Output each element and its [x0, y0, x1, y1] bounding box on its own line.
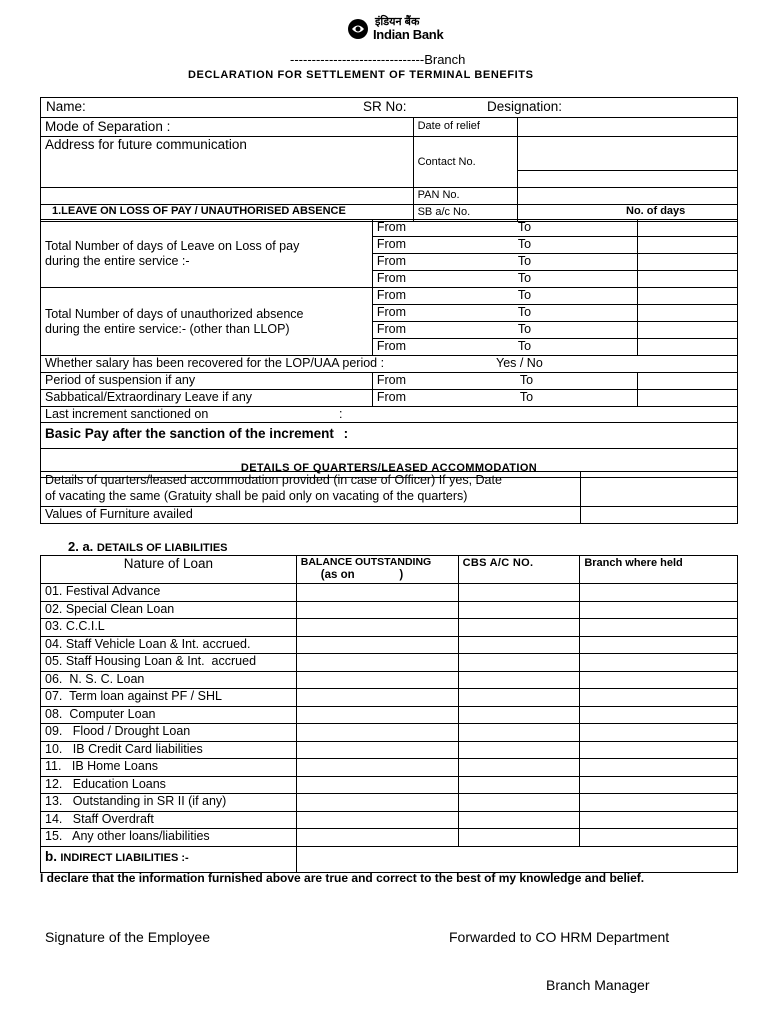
- llop-label: [41, 220, 373, 288]
- col-cbs-ac-no: CBS A/C NO.: [458, 556, 580, 584]
- loan-name: 13. Outstanding in SR II (if any): [41, 794, 297, 812]
- uaa-period-1[interactable]: [372, 288, 637, 305]
- sabbatical-label: Sabbatical/Extraordinary Leave if any: [41, 390, 373, 407]
- loan-branch-field[interactable]: [580, 706, 738, 724]
- loan-cbs-field[interactable]: [458, 794, 580, 812]
- suspension-days[interactable]: [638, 373, 738, 390]
- loan-row: [41, 776, 738, 794]
- loan-cbs-field[interactable]: [458, 584, 580, 602]
- to-label: To: [517, 305, 532, 319]
- loan-balance-field[interactable]: [296, 689, 458, 707]
- loan-branch-field[interactable]: [580, 811, 738, 829]
- loan-cbs-field[interactable]: [458, 724, 580, 742]
- loan-balance-field[interactable]: [296, 776, 458, 794]
- salary-recovered-row: [41, 356, 738, 373]
- loan-name: 04. Staff Vehicle Loan & Int. accrued.: [41, 636, 297, 654]
- loan-name: 03. C.C.I.L: [41, 619, 297, 637]
- from-label: From: [376, 237, 406, 251]
- loan-row: [41, 741, 738, 759]
- from-label: From: [376, 339, 406, 353]
- loan-balance-field[interactable]: [296, 636, 458, 654]
- loan-name: 05. Staff Housing Loan & Int. accrued: [41, 654, 297, 672]
- quarters-details-field[interactable]: [580, 472, 737, 507]
- loan-name: 12. Education Loans: [41, 776, 297, 794]
- col-balance-line2: (as on ): [320, 569, 404, 581]
- salary-recovered-label: Whether salary has been recovered for the LOP/UAA period :: [45, 356, 385, 370]
- from-label: From: [376, 390, 406, 404]
- loan-branch-field[interactable]: [580, 759, 738, 777]
- loan-balance-field[interactable]: [296, 654, 458, 672]
- contact-no-field[interactable]: [517, 137, 738, 171]
- from-label: From: [376, 271, 406, 285]
- loan-cbs-field[interactable]: [458, 706, 580, 724]
- llop-days-1[interactable]: [638, 220, 738, 237]
- furniture-field[interactable]: [580, 507, 737, 524]
- quarters-details-line1: Details of quarters/leased accommodation provided (in case of Officer) If yes, Date: [45, 473, 502, 487]
- pan-no-label: PAN No.: [413, 188, 517, 205]
- loan-name: 01. Festival Advance: [41, 584, 297, 602]
- loan-balance-field[interactable]: [296, 741, 458, 759]
- loan-name: 08. Computer Loan: [41, 706, 297, 724]
- llop-period-2[interactable]: [372, 237, 637, 254]
- loan-balance-field[interactable]: [296, 601, 458, 619]
- suspension-label: Period of suspension if any: [41, 373, 373, 390]
- loan-row: [41, 601, 738, 619]
- loan-branch-field[interactable]: [580, 636, 738, 654]
- loan-name: 06. N. S. C. Loan: [41, 671, 297, 689]
- loan-balance-field[interactable]: [296, 811, 458, 829]
- pan-no-field[interactable]: [517, 188, 738, 205]
- uaa-label: [41, 288, 373, 356]
- loan-branch-field[interactable]: [580, 601, 738, 619]
- loan-balance-field[interactable]: [296, 794, 458, 812]
- loan-branch-field[interactable]: [580, 829, 738, 847]
- loan-branch-field[interactable]: [580, 724, 738, 742]
- llop-label-line2: during the entire service :-: [45, 253, 190, 268]
- loan-balance-field[interactable]: [296, 671, 458, 689]
- loan-row: [41, 654, 738, 672]
- loan-branch-field[interactable]: [580, 794, 738, 812]
- address-line-2[interactable]: [41, 188, 414, 205]
- uaa-days-1[interactable]: [638, 288, 738, 305]
- loan-cbs-field[interactable]: [458, 759, 580, 777]
- col-branch-where-held: Branch where held: [580, 556, 738, 584]
- section2-num: 2. a.: [68, 539, 94, 554]
- loan-row: [41, 671, 738, 689]
- loan-branch-field[interactable]: [580, 619, 738, 637]
- to-label: To: [517, 271, 532, 285]
- loan-row: [41, 794, 738, 812]
- loan-branch-field[interactable]: [580, 689, 738, 707]
- from-label: From: [376, 322, 406, 336]
- quarters-details-line2: of vacating the same (Gratuity shall be paid only on vacating of the quarters): [45, 489, 468, 503]
- llop-days-4[interactable]: [638, 271, 738, 288]
- loan-branch-field[interactable]: [580, 671, 738, 689]
- loan-row: [41, 706, 738, 724]
- date-of-relief-field[interactable]: [517, 118, 738, 137]
- col-balance-line1: BALANCE OUTSTANDING: [300, 556, 432, 568]
- uaa-period-4[interactable]: [372, 339, 637, 356]
- loan-row: [41, 619, 738, 637]
- address-label: Address for future communication: [41, 137, 414, 188]
- uaa-days-3[interactable]: [638, 322, 738, 339]
- branch-manager-label: Branch Manager: [546, 977, 650, 993]
- employee-signature-label: Signature of the Employee: [45, 929, 210, 945]
- sr-no-label: SR No:: [363, 99, 407, 114]
- quarters-heading: DETAILS OF QUARTERS/LEASED ACCOMMODATION: [41, 449, 738, 478]
- indirect-liabilities-label: [41, 846, 297, 872]
- designation-label: Designation:: [487, 99, 563, 114]
- uaa-label-line1: Total Number of days of unauthorized absence: [45, 306, 304, 321]
- loan-name: 02. Special Clean Loan: [41, 601, 297, 619]
- section2-title: DETAILS OF LIABILITIES: [96, 542, 228, 554]
- no-of-days-header: No. of days: [626, 205, 686, 217]
- furniture-label: Values of Furniture availed: [41, 507, 581, 524]
- loan-cbs-field[interactable]: [458, 654, 580, 672]
- basic-pay-label: Basic Pay after the sanction of the increment: [45, 426, 334, 441]
- section2-heading: [68, 539, 228, 554]
- loan-row: [41, 636, 738, 654]
- loan-name: 09. Flood / Drought Loan: [41, 724, 297, 742]
- to-label: To: [517, 220, 532, 234]
- name-row: [41, 98, 738, 118]
- col-balance-outstanding: [296, 556, 458, 584]
- loan-rows: [41, 584, 738, 847]
- loan-cbs-field[interactable]: [458, 671, 580, 689]
- from-label: From: [376, 373, 406, 387]
- uaa-period-3[interactable]: [372, 322, 637, 339]
- loan-row: [41, 584, 738, 602]
- date-of-relief-label: Date of relief: [413, 118, 517, 137]
- loan-cbs-field[interactable]: [458, 829, 580, 847]
- loan-name: 07. Term loan against PF / SHL: [41, 689, 297, 707]
- loan-balance-field[interactable]: [296, 619, 458, 637]
- loan-name: 11. IB Home Loans: [41, 759, 297, 777]
- declaration-text: I declare that the information furnished above are true and correct to the best of my knowledge and belief.: [40, 871, 645, 885]
- loan-name: 15. Any other loans/liabilities: [41, 829, 297, 847]
- from-label: From: [376, 288, 406, 302]
- loan-cbs-field[interactable]: [458, 689, 580, 707]
- loan-cbs-field[interactable]: [458, 811, 580, 829]
- loan-cbs-field[interactable]: [458, 636, 580, 654]
- quarters-table: [40, 471, 738, 524]
- last-increment-colon: :: [339, 407, 343, 421]
- loan-balance-field[interactable]: [296, 759, 458, 777]
- to-label: To: [517, 339, 532, 353]
- leave-table: [40, 219, 738, 478]
- contact-no-label: Contact No.: [413, 137, 517, 188]
- liabilities-table: [40, 555, 738, 873]
- llop-period-4[interactable]: [372, 271, 637, 288]
- mode-of-separation-label: Mode of Separation :: [41, 118, 414, 137]
- to-label: To: [517, 288, 532, 302]
- quarters-details-label: [41, 472, 581, 507]
- suspension-period[interactable]: [372, 373, 637, 390]
- loan-branch-field[interactable]: [580, 741, 738, 759]
- loan-balance-field[interactable]: [296, 706, 458, 724]
- basic-pay-colon: :: [343, 426, 349, 441]
- loan-branch-field[interactable]: [580, 584, 738, 602]
- last-increment-label: Last increment sanctioned on: [45, 407, 209, 421]
- indirect-b: b.: [45, 848, 57, 864]
- branch-line: -------------------------------Branch: [290, 52, 466, 67]
- yes-no-options[interactable]: Yes / No: [496, 356, 543, 370]
- col-nature-of-loan: Nature of Loan: [41, 556, 297, 584]
- logo-english-text: Indian Bank: [373, 27, 444, 42]
- loan-balance-field[interactable]: [296, 584, 458, 602]
- loan-cbs-field[interactable]: [458, 619, 580, 637]
- uaa-days-2[interactable]: [638, 305, 738, 322]
- loan-name: 10. IB Credit Card liabilities: [41, 741, 297, 759]
- loan-branch-field[interactable]: [580, 654, 738, 672]
- indirect-text: INDIRECT LIABILITIES :-: [60, 851, 189, 864]
- form-title: DECLARATION FOR SETTLEMENT OF TERMINAL BENEFITS: [188, 69, 534, 81]
- sb-ac-no-label: SB a/c No.: [413, 205, 517, 222]
- loan-row: [41, 811, 738, 829]
- last-increment-row: [41, 407, 738, 423]
- loan-balance-field[interactable]: [296, 724, 458, 742]
- to-label: To: [517, 237, 532, 251]
- sabbatical-days[interactable]: [638, 390, 738, 407]
- loan-row: [41, 724, 738, 742]
- loan-cbs-field[interactable]: [458, 776, 580, 794]
- logo-hindi-text: इंडियन बैंक: [375, 16, 420, 28]
- llop-period-1[interactable]: [372, 220, 637, 237]
- section1-heading: 1.LEAVE ON LOSS OF PAY / UNAUTHORISED ABSENCE: [52, 205, 346, 217]
- to-label: To: [517, 254, 532, 268]
- llop-days-2[interactable]: [638, 237, 738, 254]
- sabbatical-period[interactable]: [372, 390, 637, 407]
- loan-name: 14. Staff Overdraft: [41, 811, 297, 829]
- to-label: To: [519, 390, 534, 404]
- basic-pay-row: [41, 423, 738, 449]
- from-label: From: [376, 254, 406, 268]
- bank-logo: [347, 16, 447, 44]
- loan-cbs-field[interactable]: [458, 741, 580, 759]
- to-label: To: [519, 373, 534, 387]
- contact-no-field-2[interactable]: [517, 171, 738, 188]
- indirect-liabilities-field[interactable]: [296, 846, 737, 872]
- forwarded-label: Forwarded to CO HRM Department: [449, 929, 670, 945]
- name-label: Name:: [46, 99, 86, 114]
- loan-branch-field[interactable]: [580, 776, 738, 794]
- loan-row: [41, 689, 738, 707]
- loan-balance-field[interactable]: [296, 829, 458, 847]
- indian-bank-logo-icon: [347, 18, 369, 40]
- from-label: From: [376, 220, 406, 234]
- uaa-days-4[interactable]: [638, 339, 738, 356]
- loan-row: [41, 829, 738, 847]
- llop-period-3[interactable]: [372, 254, 637, 271]
- uaa-period-2[interactable]: [372, 305, 637, 322]
- personal-details-table: [40, 97, 738, 222]
- loan-row: [41, 759, 738, 777]
- llop-days-3[interactable]: [638, 254, 738, 271]
- loan-cbs-field[interactable]: [458, 601, 580, 619]
- to-label: To: [517, 322, 532, 336]
- uaa-label-line2: during the entire service:- (other than LLOP): [45, 321, 290, 336]
- llop-label-line1: Total Number of days of Leave on Loss of pay: [45, 238, 300, 253]
- from-label: From: [376, 305, 406, 319]
